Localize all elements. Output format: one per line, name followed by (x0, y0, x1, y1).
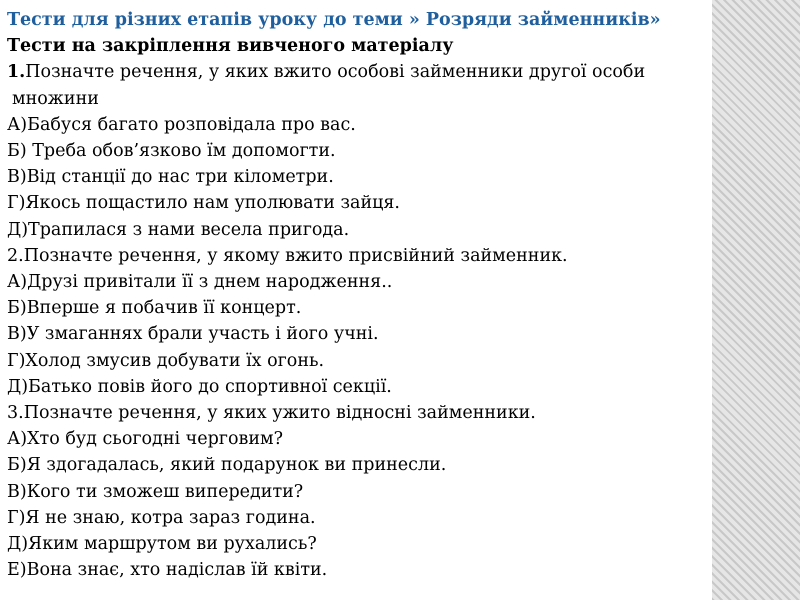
question-1-option-g: Г)Якось пощастило нам уполювати зайця. (7, 193, 400, 214)
question-1-option-d: Д)Трапилася з нами весела пригода. (7, 219, 350, 240)
question-1-text (7, 59, 712, 85)
question-3-option-g: Г)Я не знаю, котра зараз година. (7, 507, 316, 528)
slide-subtitle: Тести на закріплення вивченого матеріалу (7, 36, 454, 57)
question-1-text-line-1: Позначте речення, у яких вжито особові займенники другої особи (25, 62, 646, 83)
question-1-option-b: Б) Треба обов’язково їм допомогти. (7, 141, 336, 162)
question-3-option-v: В)Кого ти зможеш випередити? (7, 481, 304, 502)
question-2-text: 2.Позначте речення, у якому вжито присвійний займенник. (7, 245, 568, 266)
question-1-number: 1. (7, 62, 26, 83)
question-2-option-g: Г)Холод змусив добувати їх огонь. (7, 350, 325, 371)
slide-content (7, 7, 712, 583)
question-3-option-e: Е)Вона знає, хто надіслав їй квіти. (7, 560, 328, 581)
question-3-option-b: Б)Я здогадалась, який подарунок ви принесли. (7, 455, 447, 476)
slide-title: Тести для різних етапів уроку до теми » Розряди займенників» (7, 10, 661, 30)
question-1-option-a: А)Бабуся багато розповідала про вас. (7, 114, 356, 135)
question-2-option-b: Б)Вперше я побачив її концерт. (7, 298, 302, 319)
question-2-option-d: Д)Батько повів його до спортивної секції. (7, 376, 392, 397)
question-2-option-v: В)У змаганнях брали участь і його учні. (7, 324, 379, 345)
decorative-side-stripe (712, 0, 800, 600)
question-3-text: 3.Позначте речення, у яких ужито відносні займенники. (7, 403, 536, 424)
question-3-option-a: А)Хто буд сьогодні черговим? (7, 429, 284, 450)
question-3-option-d: Д)Яким маршрутом ви рухались? (7, 534, 317, 555)
question-2-option-a: А)Друзі привітали її з днем народження.. (7, 272, 393, 293)
question-1-text-line-2: множини (12, 88, 99, 109)
question-1-option-v: В)Від станції до нас три кілометри. (7, 167, 334, 188)
